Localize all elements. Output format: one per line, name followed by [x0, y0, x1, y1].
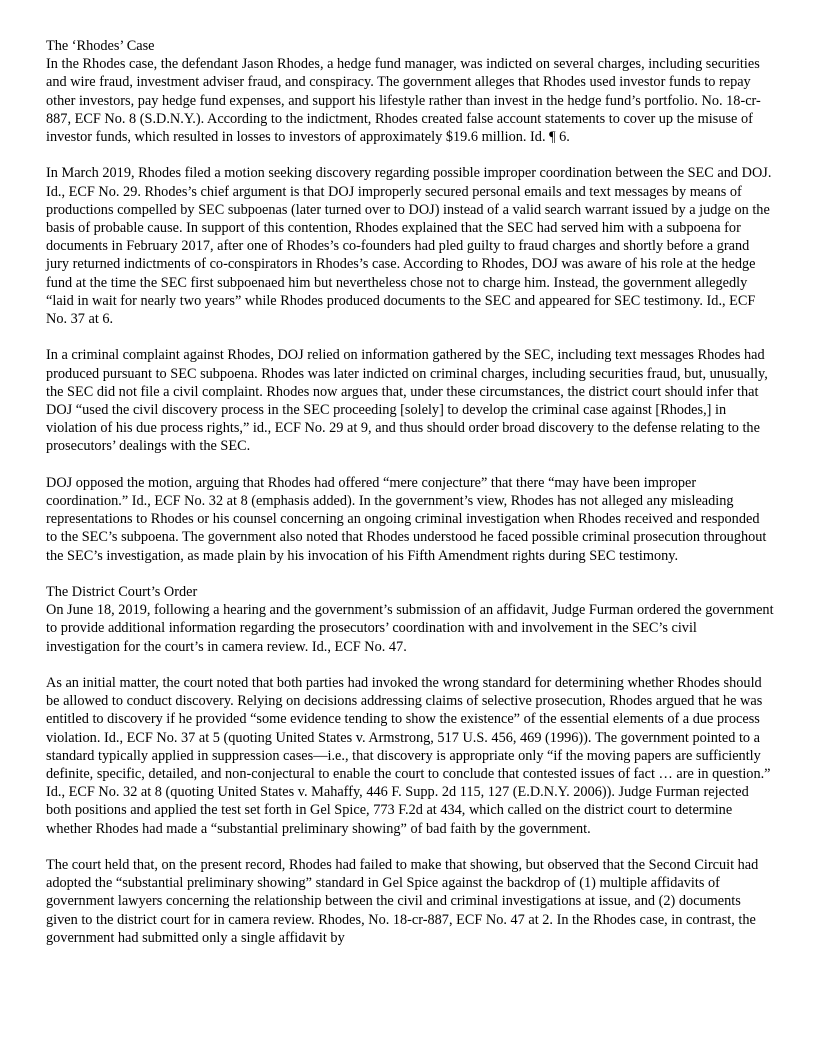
paragraph: In the Rhodes case, the defendant Jason Rhodes, a hedge fund manager, was indicted on several charges, including securities and wire fraud, investment adviser fraud, and conspiracy. The government alleges that Rhodes used investor funds to repay other investors, pay hedge fund expenses, and support his lifestyle rather than invest in the hedge fund’s portfolio. No. 18-cr-887, ECF No. 8 (S.D.N.Y.). According to the indictment, Rhodes created false account statements to cover up the misuse of investor funds, which resulted in losses to investors of approximately $19.6 million. Id. ¶ 6. [46, 56, 761, 146]
paragraph: In a criminal complaint against Rhodes, DOJ relied on information gathered by the SEC, including text messages Rhodes had produced pursuant to SEC subpoena. Rhodes was later indicted on criminal charges, including securities fraud, but, unusually, the SEC did not file a civil complaint. Rhodes now argues that, under these circumstances, the district court should infer that DOJ “used the civil discovery process in the SEC proceeding [solely] to develop the criminal case against [Rhodes,] in violation of his due process rights,” id., ECF No. 29 at 9, and thus should order broad discovery to the defense relating to the prosecutors’ dealings with the SEC. [46, 347, 768, 455]
paragraph: In March 2019, Rhodes filed a motion seeking discovery regarding possible improper coordination between the SEC and DOJ. Id., ECF No. 29. Rhodes’s chief argument is that DOJ improperly secured personal emails and text messages by means of productions compelled by SEC subpoenas (later turned over to DOJ) instead of a valid search warrant issued by a judge on the basis of probable cause. In support of this contention, Rhodes explained that the SEC had served him with a subpoena for documents in February 2017, after one of Rhodes’s co-founders had pled guilty to fraud charges and shortly before a grand jury returned indictments of co-conspirators in Rhodes’s case. According to Rhodes, DOJ was aware of his role at the hedge fund at the time the SEC first subpoenaed him but nevertheless chose not to charge him. Instead, the government allegedly “laid in wait for nearly two years” while Rhodes produced documents to the SEC and appeared for SEC testimony. Id., ECF No. 37 at 6. [46, 165, 772, 328]
paragraph: As an initial matter, the court noted that both parties had invoked the wrong standard for determining whether Rhodes should be allowed to conduct discovery. Relying on decisions addressing claims of selective prosecution, Rhodes argued that he was entitled to discovery if he provided “some evidence tending to show the existence” of the essential elements of a due process violation. Id., ECF No. 37 at 5 (quoting United States v. Armstrong, 517 U.S. 456, 469 (1996)). The government pointed to a standard typically applied in suppression cases—i.e., that discovery is appropriate only “if the moving papers are sufficiently definite, specific, detailed, and non-conjectural to enable the court to conclude that contested issues of fact … are in question.” Id., ECF No. 32 at 8 (quoting United States v. Mahaffy, 446 F. Supp. 2d 115, 127 (E.D.N.Y. 2006)). Judge Furman rejected both positions and applied the test set forth in Gel Spice, 773 F.2d at 434, which called on the district court to determine whether Rhodes had made a “substantial preliminary showing” of bad faith by the government. [46, 675, 771, 837]
section-heading: The District Court’s Order [46, 584, 198, 601]
paragraph: DOJ opposed the motion, arguing that Rhodes had offered “mere conjecture” that there “may have been improper coordination.” Id., ECF No. 32 at 8 (emphasis added). In the government’s view, Rhodes has not alleged any misleading representations to Rhodes or his counsel concerning an ongoing criminal investigation when Rhodes received and responded to the SEC’s subpoena. The government also noted that Rhodes understood he faced possible criminal prosecution throughout the SEC’s investigation, as made plain by his invocation of his Fifth Amendment rights during SEC testimony. [46, 474, 767, 564]
section-rhodes-case [46, 37, 774, 565]
paragraph: On June 18, 2019, following a hearing and the government’s submission of an affidavit, Judge Furman ordered the government to provide additional information regarding the prosecutors’ coordination with and involvement in the SEC’s civil investigation for the court’s in camera review. Id., ECF No. 47. [46, 602, 774, 655]
document-page [46, 37, 774, 965]
section-district-court-order [46, 583, 774, 947]
paragraph: The court held that, on the present record, Rhodes had failed to make that showing, but observed that the Second Circuit had adopted the “substantial preliminary showing” standard in Gel Spice against the backdrop of (1) multiple affidavits of government lawyers concerning the relationship between the civil and criminal investigations at issue, and (2) documents given to the district court for in camera review. Rhodes, No. 18-cr-887, ECF No. 47 at 2. In the Rhodes case, in contrast, the government had submitted only a single affidavit by [46, 857, 759, 946]
section-heading: The ‘Rhodes’ Case [46, 38, 155, 54]
